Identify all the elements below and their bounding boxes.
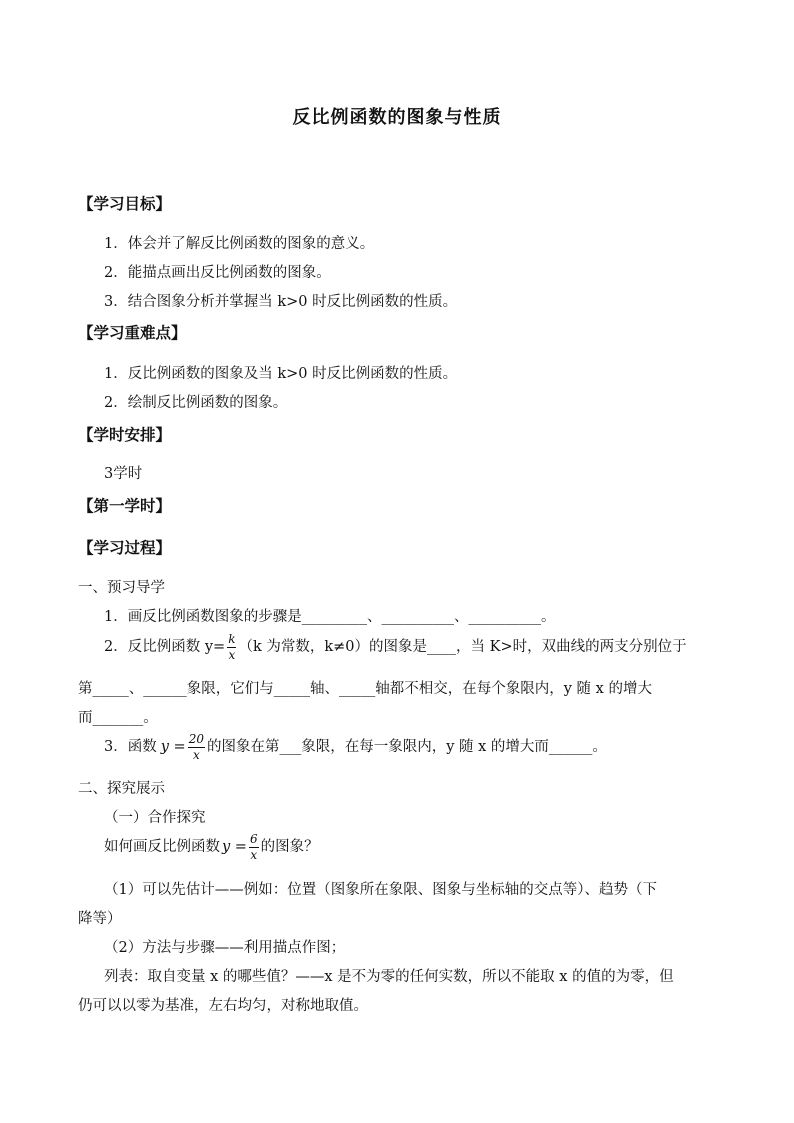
q2-suffix: （k 为常数，k≠0）的图象是____，当 K>时，双曲线的两支分别位于 [238, 639, 687, 655]
process-heading: 【学习过程】 [78, 538, 172, 557]
step-2: （2）方法与步骤——利用描点作图； [104, 940, 346, 956]
step-3-line2: 仍可以以零为基准，左右均匀，对称地取值。 [78, 998, 368, 1014]
q3-prefix: 3．函数 [104, 739, 157, 755]
step-3-line1: 列表：取自变量 x 的哪些值？——x 是不为零的任何实数，所以不能取 x 的值的为零，但 [104, 969, 674, 985]
fraction-denominator: x [250, 847, 258, 862]
fraction-k-over-x [227, 633, 236, 662]
q3-suffix: 的图象在第___象限，在每一象限内，y 随 x 的增大而______。 [206, 739, 607, 755]
keypoints-heading: 【学习重难点】 [78, 323, 187, 342]
fraction-denominator: x [228, 647, 236, 662]
section-explore-title: 二、探究展示 [78, 781, 165, 797]
keypoint-item-2: 2．绘制反比例函数的图象。 [104, 395, 288, 411]
goal-item-3: 3．结合图象分析并掌握当 k>0 时反比例函数的性质。 [104, 294, 458, 310]
preview-question-3 [104, 731, 607, 763]
y-equals: y = [222, 839, 247, 855]
y-equals: y = [160, 739, 186, 755]
goals-heading: 【学习目标】 [78, 194, 172, 213]
schedule-heading: 【学时安排】 [78, 425, 172, 444]
step-1-line1: （1）可以先估计——例如：位置（图象所在象限、图象与坐标轴的交点等）、趋势（下 [104, 882, 657, 898]
preview-question-2-line3: 而_______。 [78, 710, 158, 726]
fraction-numerator: k [228, 631, 236, 646]
fraction-20-over-x [188, 733, 205, 762]
cooperative-explore-subtitle: （一）合作探究 [104, 810, 206, 826]
preview-question-2 [104, 631, 687, 663]
fraction-numerator: 20 [188, 731, 204, 746]
how-to-draw-question [104, 831, 319, 863]
goal-item-1: 1．体会并了解反比例函数的图象的意义。 [104, 236, 375, 252]
how-suffix: 的图象？ [260, 839, 319, 855]
step-1-line2: 降等） [78, 911, 122, 927]
preview-question-2-line2: 第_____、______象限，它们与_____轴、_____轴都不相交，在每个象限内，y 随 x 的增大 [78, 681, 652, 697]
first-period-heading: 【第一学时】 [78, 496, 172, 515]
how-prefix: 如何画反比例函数 [104, 839, 220, 855]
fraction-denominator: x [192, 747, 200, 762]
schedule-value: 3学时 [104, 466, 143, 482]
keypoint-item-1: 1．反比例函数的图象及当 k>0 时反比例函数的性质。 [104, 366, 458, 382]
section-preview-title: 一、预习导学 [78, 580, 165, 596]
fraction-6-over-x [249, 833, 259, 862]
preview-question-1: 1．画反比例函数图象的步骤是_________、__________、__________。 [104, 609, 556, 625]
q2-prefix: 2．反比例函数 y= [104, 639, 226, 655]
goal-item-2: 2．能描点画出反比例函数的图象。 [104, 265, 331, 281]
fraction-numerator: 6 [249, 831, 258, 846]
page-title: 反比例函数的图象与性质 [292, 107, 502, 128]
